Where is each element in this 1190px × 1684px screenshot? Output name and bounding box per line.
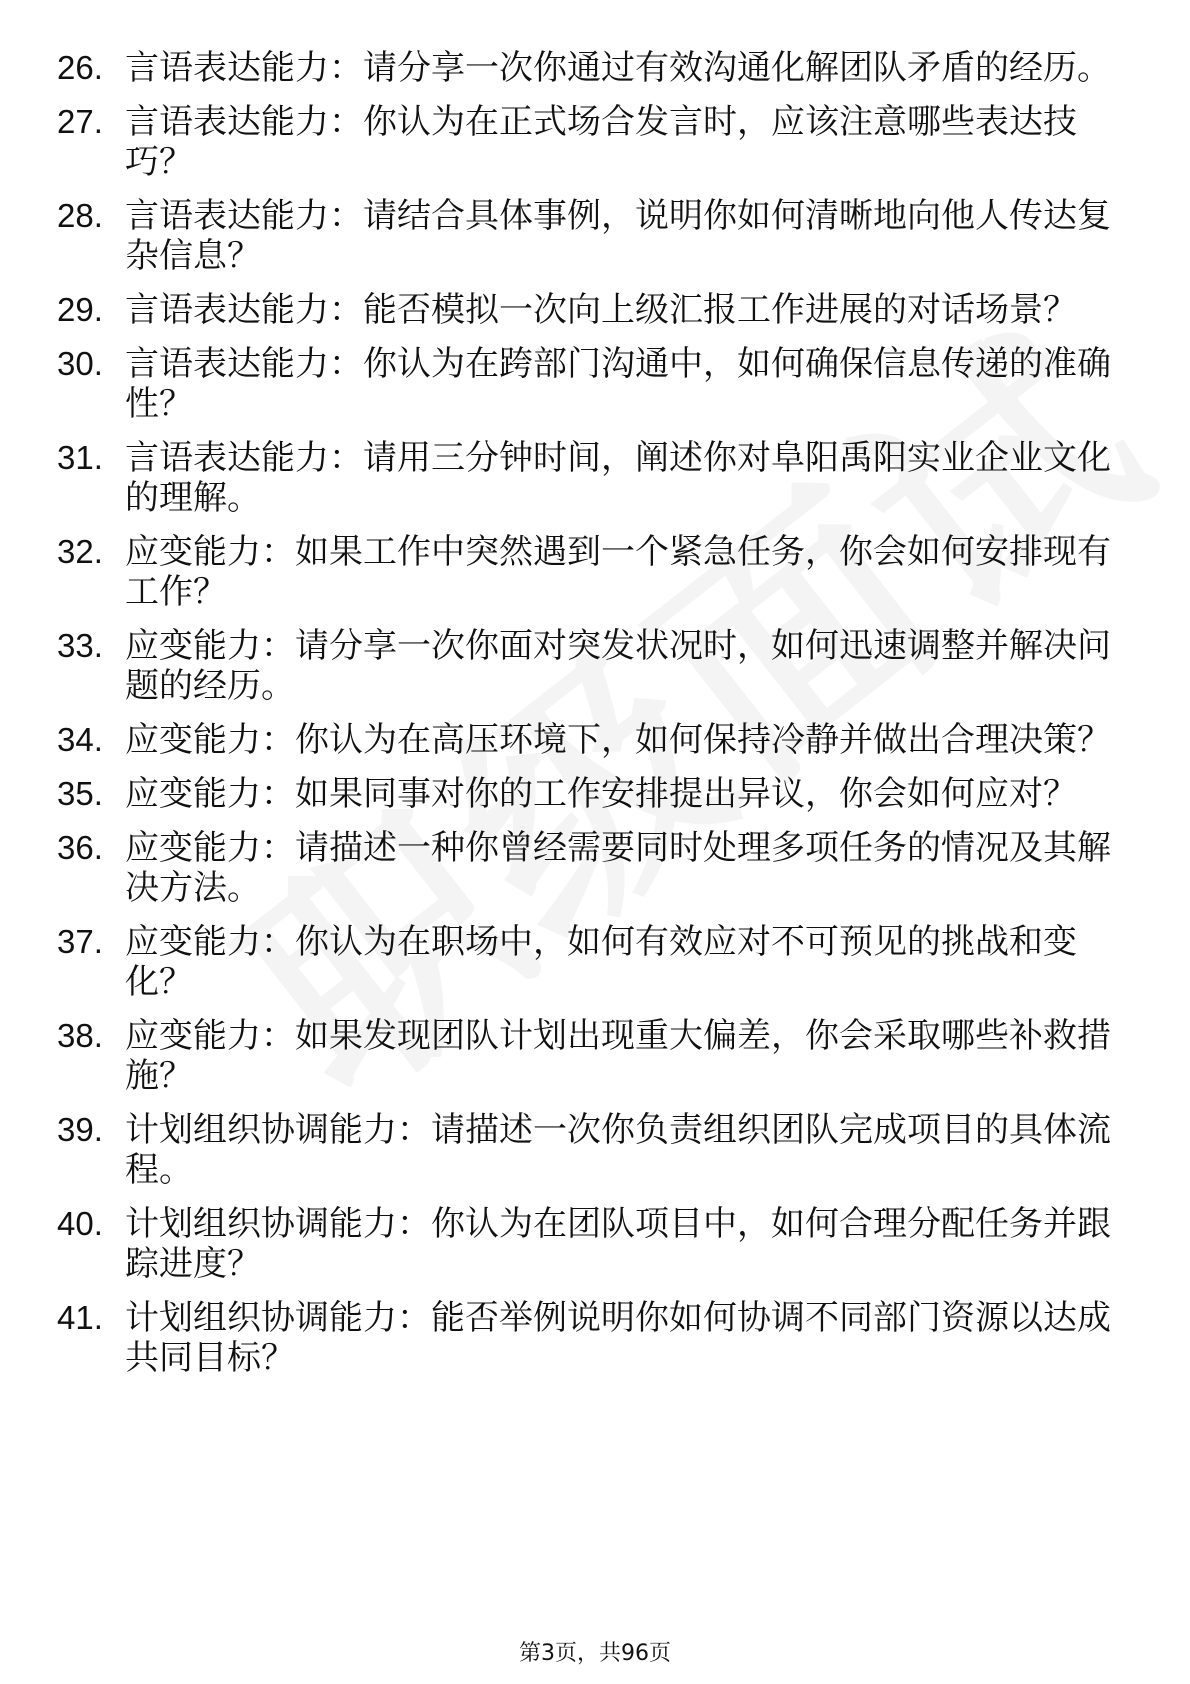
question-number: 40. [57, 1205, 103, 1242]
list-item [57, 1298, 1117, 1378]
question-text: 应变能力：如果同事对你的工作安排提出异议，你会如何应对？ [125, 774, 1077, 814]
question-text: 言语表达能力：请分享一次你通过有效沟通化解团队矛盾的经历。 [125, 48, 1111, 88]
question-number: 32. [57, 533, 103, 570]
list-item [57, 1204, 1117, 1284]
list-item [57, 774, 1117, 814]
question-text: 言语表达能力：能否模拟一次向上级汇报工作进展的对话场景？ [125, 290, 1077, 330]
question-number: 26. [57, 49, 103, 86]
question-text: 应变能力：如果发现团队计划出现重大偏差，你会采取哪些补救措施？ [125, 1016, 1111, 1096]
question-number: 35. [57, 775, 103, 812]
question-number: 27. [57, 103, 103, 140]
list-item [57, 48, 1117, 88]
question-number: 36. [57, 829, 103, 866]
list-item [57, 196, 1117, 276]
question-text: 计划组织协调能力：请描述一次你负责组织团队完成项目的具体流程。 [125, 1110, 1111, 1190]
list-item [57, 102, 1117, 182]
question-text: 应变能力：如果工作中突然遇到一个紧急任务，你会如何安排现有工作？ [125, 532, 1111, 612]
question-number: 28. [57, 197, 103, 234]
list-item [57, 438, 1117, 518]
question-list [57, 48, 1117, 1392]
question-number: 33. [57, 627, 103, 664]
question-text: 言语表达能力：请用三分钟时间，阐述你对阜阳禹阳实业企业文化的理解。 [125, 438, 1111, 518]
question-number: 39. [57, 1111, 103, 1148]
list-item [57, 1110, 1117, 1190]
question-number: 41. [57, 1299, 103, 1336]
list-item [57, 532, 1117, 612]
question-text: 计划组织协调能力：能否举例说明你如何协调不同部门资源以达成共同目标？ [125, 1298, 1111, 1378]
question-number: 31. [57, 439, 103, 476]
question-number: 30. [57, 345, 103, 382]
list-item [57, 922, 1117, 1002]
question-text: 应变能力：请分享一次你面对突发状况时，如何迅速调整并解决问题的经历。 [125, 626, 1111, 706]
page-footer: 第3页，共96页 [519, 1641, 671, 1666]
question-text: 应变能力：你认为在高压环境下，如何保持冷静并做出合理决策？ [125, 720, 1111, 760]
list-item [57, 828, 1117, 908]
question-text: 应变能力：你认为在职场中，如何有效应对不可预见的挑战和变化？ [125, 922, 1077, 1002]
question-text: 计划组织协调能力：你认为在团队项目中，如何合理分配任务并跟踪进度？ [125, 1204, 1111, 1284]
list-item [57, 1016, 1117, 1096]
list-item [57, 626, 1117, 706]
question-text: 言语表达能力：你认为在跨部门沟通中，如何确保信息传递的准确性？ [125, 344, 1111, 424]
question-text: 言语表达能力：请结合具体事例，说明你如何清晰地向他人传达复杂信息？ [125, 196, 1111, 276]
question-number: 37. [57, 923, 103, 960]
question-number: 38. [57, 1017, 103, 1054]
question-number: 29. [57, 291, 103, 328]
question-number: 34. [57, 721, 103, 758]
list-item [57, 344, 1117, 424]
list-item [57, 290, 1117, 330]
list-item [57, 720, 1117, 760]
question-text: 应变能力：请描述一种你曾经需要同时处理多项任务的情况及其解决方法。 [125, 828, 1111, 908]
question-text: 言语表达能力：你认为在正式场合发言时，应该注意哪些表达技巧？ [125, 102, 1077, 182]
